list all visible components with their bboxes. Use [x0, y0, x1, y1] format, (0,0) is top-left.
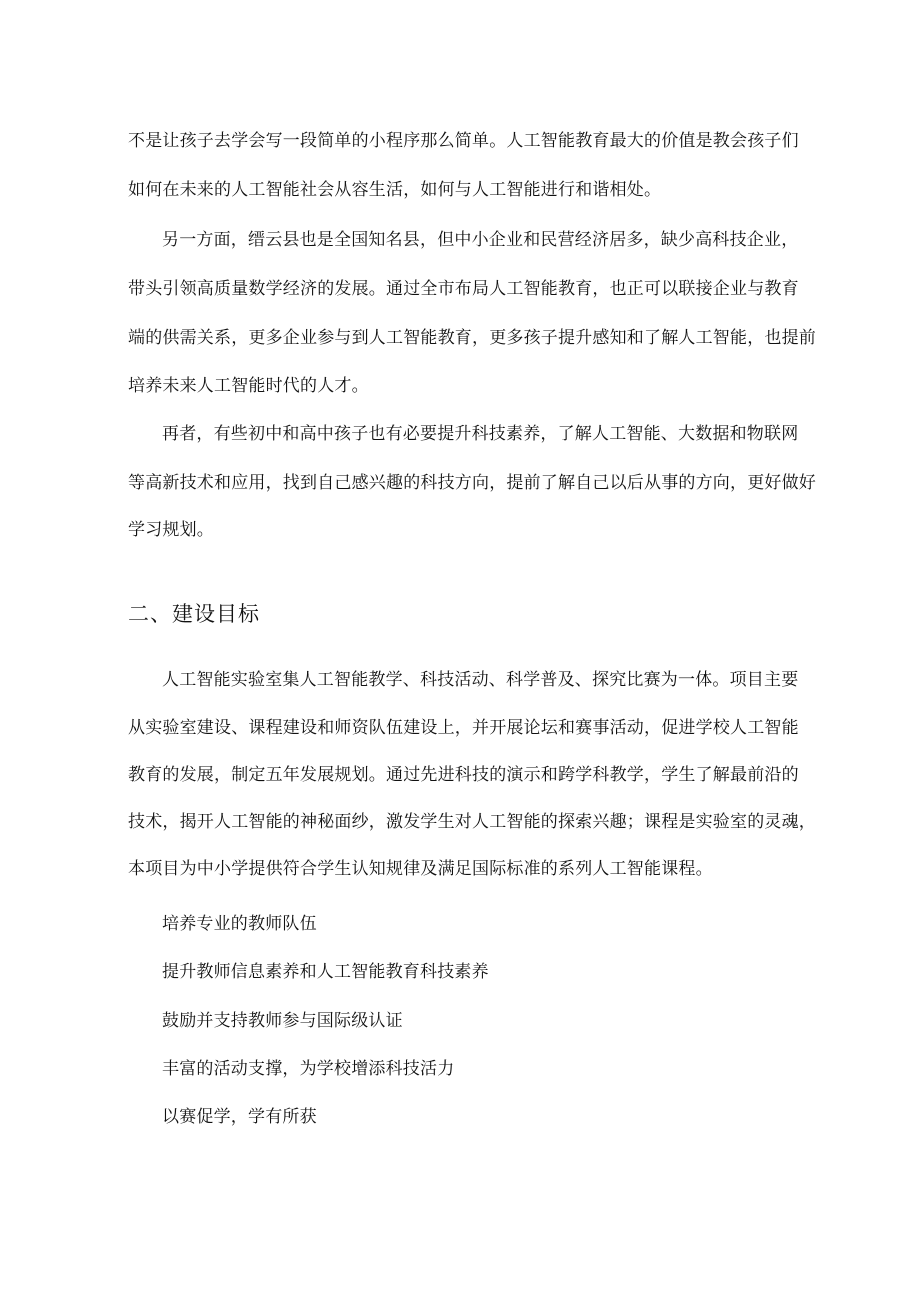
paragraph-line: 另一方面，缙云县也是全国知名县，但中小企业和民营经济居多，缺少高科技企业，	[162, 230, 799, 250]
goal-item: 提升教师信息素养和人工智能教育科技素养	[162, 962, 489, 982]
paragraph-line: 本项目为中小学提供符合学生认知规律及满足国际标准的系列人工智能课程。	[128, 859, 713, 879]
paragraph-line: 再者，有些初中和高中孩子也有必要提升科技素养，了解人工智能、大数据和物联网	[162, 424, 799, 444]
goal-item: 鼓励并支持教师参与国际级认证	[162, 1011, 403, 1031]
paragraph-line: 不是让孩子去学会写一段简单的小程序那么简单。人工智能教育最大的价值是教会孩子们	[128, 131, 799, 151]
paragraph-line: 端的供需关系，更多企业参与到人工智能教育，更多孩子提升感知和了解人工智能，也提前	[128, 328, 816, 348]
paragraph-line: 培养未来人工智能时代的人才。	[128, 376, 369, 396]
paragraph-line: 等高新技术和应用，找到自己感兴趣的科技方向，提前了解自己以后从事的方向，更好做好	[128, 473, 816, 493]
paragraph-line: 如何在未来的人工智能社会从容生活，如何与人工智能进行和谐相处。	[128, 180, 662, 200]
paragraph-line: 带头引领高质量数学经济的发展。通过全市布局人工智能教育，也正可以联接企业与教育	[128, 279, 799, 299]
paragraph-line: 学习规划。	[128, 520, 214, 540]
paragraph-line: 从实验室建设、课程建设和师资队伍建设上，并开展论坛和赛事活动，促进学校人工智能	[128, 718, 799, 738]
goal-item: 培养专业的教师队伍	[162, 914, 317, 934]
paragraph-line: 人工智能实验室集人工智能教学、科技活动、科学普及、探究比赛为一体。项目主要	[162, 670, 799, 690]
section-heading: 二、建设目标	[128, 602, 260, 626]
paragraph-line: 技术，揭开人工智能的神秘面纱，激发学生对人工智能的探索兴趣；课程是实验室的灵魂，	[128, 812, 816, 832]
goal-item: 以赛促学，学有所获	[162, 1107, 317, 1127]
goal-item: 丰富的活动支撑，为学校增添科技活力	[162, 1059, 455, 1079]
paragraph-line: 教育的发展，制定五年发展规划。通过先进科技的演示和跨学科教学，学生了解最前沿的	[128, 765, 799, 785]
